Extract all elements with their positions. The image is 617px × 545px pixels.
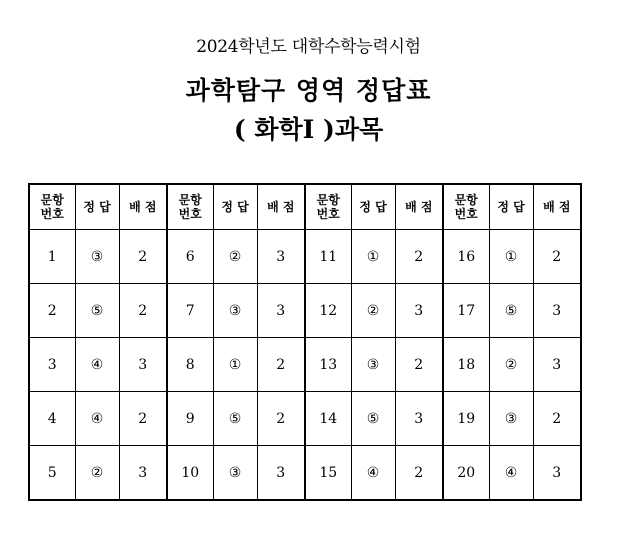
answer-cell: ④	[351, 446, 395, 501]
points-cell: 3	[395, 392, 443, 446]
header-number-line2: 번호	[316, 207, 340, 221]
header-question-number	[305, 184, 351, 230]
question-number-cell: 17	[443, 284, 489, 338]
header-answer: 정 답	[351, 184, 395, 230]
header-number-line2: 번호	[178, 207, 202, 221]
header-number-line1: 문항	[178, 193, 202, 207]
table-row	[29, 230, 581, 284]
points-cell: 2	[119, 230, 167, 284]
exam-title: 2024학년도 대학수학능력시험	[196, 37, 421, 57]
header-points: 배 점	[533, 184, 581, 230]
answer-cell: ⑤	[351, 392, 395, 446]
question-number-cell: 13	[305, 338, 351, 392]
points-cell: 2	[533, 392, 581, 446]
answer-key-table	[28, 183, 582, 501]
points-cell: 2	[257, 338, 305, 392]
points-cell: 2	[395, 230, 443, 284]
question-number-cell: 15	[305, 446, 351, 501]
header-answer: 정 답	[213, 184, 257, 230]
points-cell: 3	[533, 446, 581, 501]
question-number-cell: 1	[29, 230, 75, 284]
question-number-cell: 7	[167, 284, 213, 338]
header-question-number	[29, 184, 75, 230]
header-points: 배 점	[119, 184, 167, 230]
question-number-cell: 5	[29, 446, 75, 501]
points-cell: 3	[533, 284, 581, 338]
table-row	[29, 338, 581, 392]
page-title: 과학탐구 영역 정답표	[185, 76, 432, 105]
answer-cell: ③	[75, 230, 119, 284]
question-number-cell: 11	[305, 230, 351, 284]
points-cell: 3	[119, 338, 167, 392]
points-cell: 2	[395, 446, 443, 501]
table-row	[29, 446, 581, 501]
question-number-cell: 20	[443, 446, 489, 501]
question-number-cell: 4	[29, 392, 75, 446]
header-question-number	[167, 184, 213, 230]
answer-cell: ⑤	[489, 284, 533, 338]
points-cell: 3	[257, 446, 305, 501]
answer-cell: ④	[489, 446, 533, 501]
question-number-cell: 8	[167, 338, 213, 392]
question-number-cell: 10	[167, 446, 213, 501]
header-number-line1: 문항	[40, 193, 64, 207]
table-row	[29, 392, 581, 446]
question-number-cell: 18	[443, 338, 489, 392]
subject-title: ( 화학Ⅰ )과목	[233, 115, 384, 144]
header-question-number	[443, 184, 489, 230]
question-number-cell: 6	[167, 230, 213, 284]
question-number-cell: 12	[305, 284, 351, 338]
answer-cell: ④	[75, 392, 119, 446]
header-number-line1: 문항	[454, 193, 478, 207]
points-cell: 3	[257, 230, 305, 284]
points-cell: 2	[257, 392, 305, 446]
header-number-line2: 번호	[454, 207, 478, 221]
answer-cell: ①	[489, 230, 533, 284]
answer-cell: ②	[351, 284, 395, 338]
answer-cell: ③	[213, 284, 257, 338]
header-number-line1: 문항	[316, 193, 340, 207]
question-number-cell: 2	[29, 284, 75, 338]
header-number-line2: 번호	[40, 207, 64, 221]
points-cell: 2	[119, 392, 167, 446]
header-row	[29, 184, 581, 230]
question-number-cell: 19	[443, 392, 489, 446]
answer-cell: ⑤	[213, 392, 257, 446]
question-number-cell: 3	[29, 338, 75, 392]
points-cell: 3	[533, 338, 581, 392]
answer-cell: ①	[213, 338, 257, 392]
answer-cell: ②	[489, 338, 533, 392]
table-row	[29, 284, 581, 338]
answer-cell: ①	[351, 230, 395, 284]
answer-cell: ②	[75, 446, 119, 501]
answer-cell: ④	[75, 338, 119, 392]
points-cell: 3	[257, 284, 305, 338]
header-points: 배 점	[395, 184, 443, 230]
answer-cell: ③	[351, 338, 395, 392]
header-answer: 정 답	[75, 184, 119, 230]
points-cell: 2	[395, 338, 443, 392]
points-cell: 2	[533, 230, 581, 284]
question-number-cell: 16	[443, 230, 489, 284]
question-number-cell: 9	[167, 392, 213, 446]
points-cell: 2	[119, 284, 167, 338]
answer-cell: ③	[213, 446, 257, 501]
answer-cell: ③	[489, 392, 533, 446]
points-cell: 3	[395, 284, 443, 338]
header-points: 배 점	[257, 184, 305, 230]
header-answer: 정 답	[489, 184, 533, 230]
question-number-cell: 14	[305, 392, 351, 446]
answer-cell: ②	[213, 230, 257, 284]
answer-cell: ⑤	[75, 284, 119, 338]
points-cell: 3	[119, 446, 167, 501]
